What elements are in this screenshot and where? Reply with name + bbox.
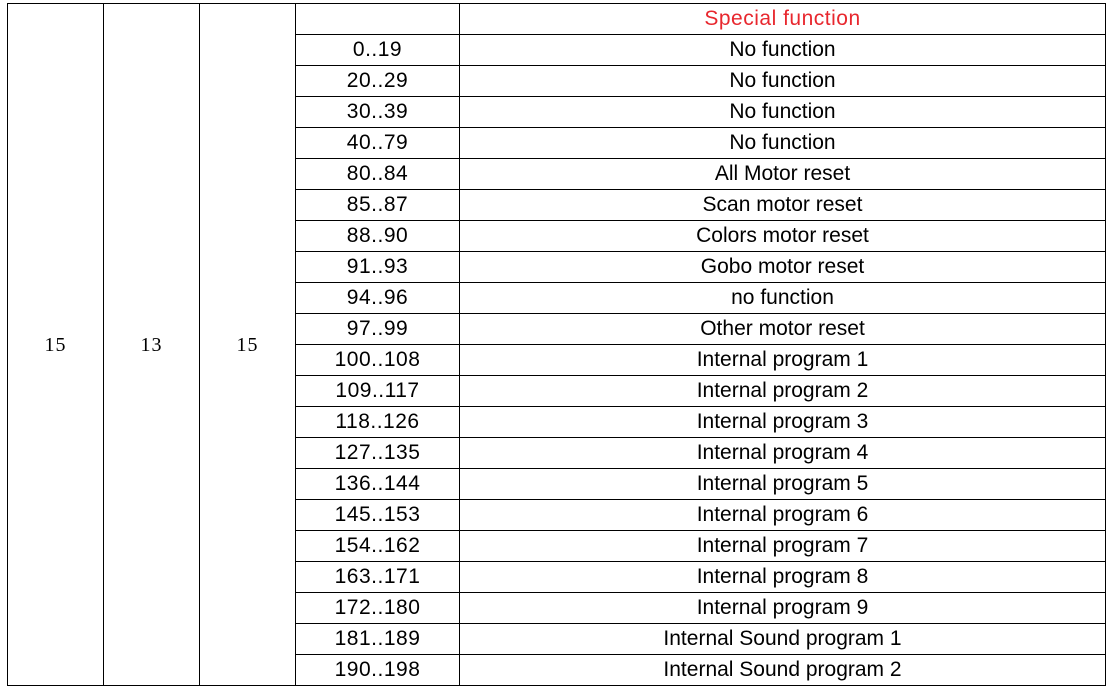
function-description-cell: no function: [460, 283, 1106, 314]
function-description-cell: Internal program 4: [460, 438, 1106, 469]
dmx-range-cell: 85..87: [296, 190, 460, 221]
header-function-cell: Special function: [460, 4, 1106, 35]
function-description-cell: Internal Sound program 1: [460, 624, 1106, 655]
dmx-range-cell: 118..126: [296, 407, 460, 438]
dmx-range-cell: 127..135: [296, 438, 460, 469]
dmx-range-cell: 163..171: [296, 562, 460, 593]
channel-mode-2-cell: 13: [104, 4, 200, 686]
table-header-row: [8, 4, 1106, 35]
function-description-cell: Internal program 8: [460, 562, 1106, 593]
dmx-range-cell: 97..99: [296, 314, 460, 345]
function-description-cell: Colors motor reset: [460, 221, 1106, 252]
dmx-range-cell: 30..39: [296, 97, 460, 128]
function-description-cell: No function: [460, 35, 1106, 66]
function-description-cell: All Motor reset: [460, 159, 1106, 190]
function-description-cell: Internal program 9: [460, 593, 1106, 624]
dmx-range-cell: 20..29: [296, 66, 460, 97]
dmx-range-cell: 94..96: [296, 283, 460, 314]
function-description-cell: Internal program 2: [460, 376, 1106, 407]
dmx-range-cell: 109..117: [296, 376, 460, 407]
function-description-cell: Internal Sound program 2: [460, 655, 1106, 686]
channel-mode-1-cell: 15: [8, 4, 104, 686]
special-function-table: [7, 3, 1106, 686]
function-description-cell: Other motor reset: [460, 314, 1106, 345]
function-description-cell: No function: [460, 128, 1106, 159]
dmx-range-cell: 80..84: [296, 159, 460, 190]
dmx-range-cell: 100..108: [296, 345, 460, 376]
dmx-range-cell: 91..93: [296, 252, 460, 283]
function-description-cell: Scan motor reset: [460, 190, 1106, 221]
function-description-cell: Internal program 6: [460, 500, 1106, 531]
function-description-cell: Internal program 5: [460, 469, 1106, 500]
function-description-cell: Internal program 3: [460, 407, 1106, 438]
dmx-range-cell: 0..19: [296, 35, 460, 66]
function-description-cell: Internal program 7: [460, 531, 1106, 562]
dmx-range-cell: 145..153: [296, 500, 460, 531]
dmx-range-cell: 40..79: [296, 128, 460, 159]
table-body: [8, 4, 1106, 686]
header-range-cell: [296, 4, 460, 35]
dmx-range-cell: 88..90: [296, 221, 460, 252]
dmx-range-cell: 172..180: [296, 593, 460, 624]
function-description-cell: No function: [460, 97, 1106, 128]
function-description-cell: Internal program 1: [460, 345, 1106, 376]
dmx-range-cell: 154..162: [296, 531, 460, 562]
function-description-cell: Gobo motor reset: [460, 252, 1106, 283]
channel-mode-3-cell: 15: [200, 4, 296, 686]
dmx-range-cell: 136..144: [296, 469, 460, 500]
dmx-range-cell: 190..198: [296, 655, 460, 686]
function-description-cell: No function: [460, 66, 1106, 97]
dmx-range-cell: 181..189: [296, 624, 460, 655]
